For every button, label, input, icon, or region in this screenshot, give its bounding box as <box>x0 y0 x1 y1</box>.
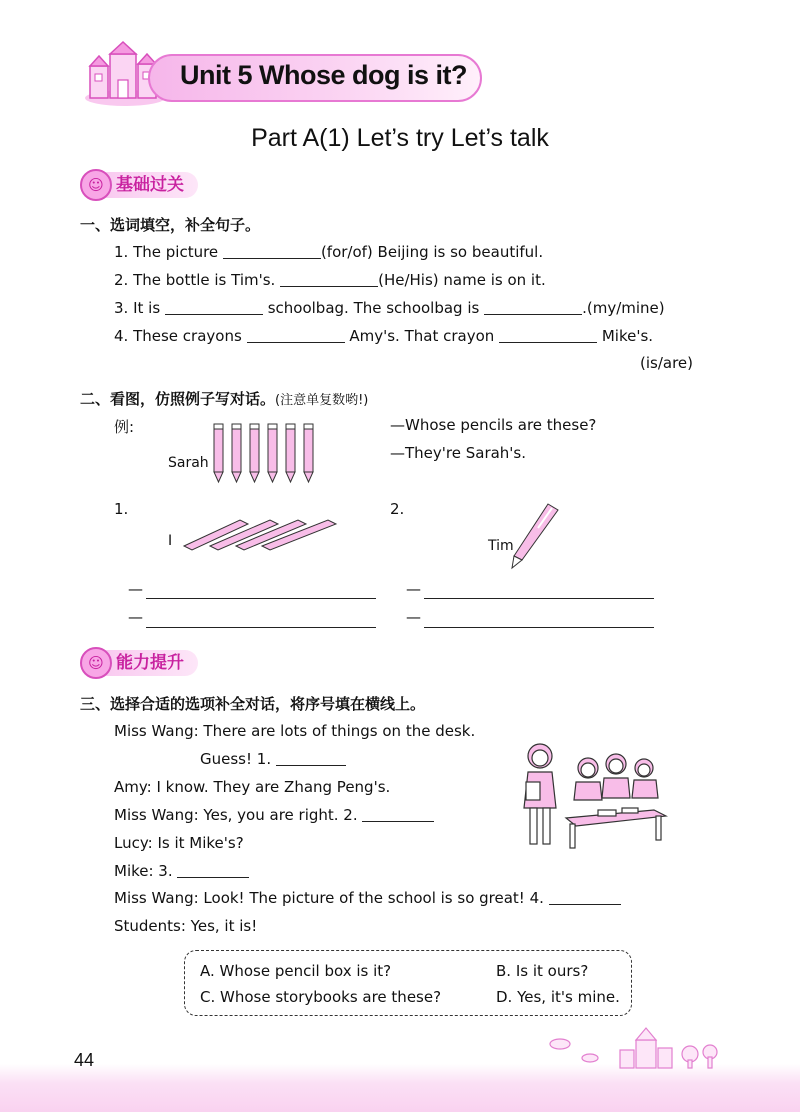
dialogue-line-7 <box>114 889 621 907</box>
answer-line[interactable] <box>146 597 376 599</box>
q3-heading: 三、选择合适的选项补全对话，将序号填在横线上。 <box>80 695 426 713</box>
unit-title: Unit 5 Whose dog is it? <box>180 60 467 90</box>
fill-blank[interactable] <box>177 863 249 878</box>
dialogue-line-8: Students: Yes, it is! <box>114 917 258 935</box>
answer-line[interactable] <box>424 626 654 628</box>
dialogue-text: Guess! 1. <box>200 750 272 768</box>
item-text: Mike's. <box>601 327 654 345</box>
q2-item-2-number: 2. <box>390 500 405 518</box>
q2-note: (注意单复数哟!) <box>275 393 369 408</box>
dash: — <box>406 580 421 598</box>
dialogue-text: Mike: 3. <box>114 862 173 880</box>
dialogue-line-6 <box>114 862 249 880</box>
classroom-picture <box>518 738 668 850</box>
q1-item-3 <box>114 299 665 317</box>
dialogue-line-3: Amy: I know. They are Zhang Peng's. <box>114 778 391 796</box>
example-name: Sarah <box>168 455 209 471</box>
fill-blank[interactable] <box>276 751 346 766</box>
dash: — <box>406 608 421 626</box>
q1-item-4 <box>114 327 653 345</box>
example-answer: —They're Sarah's. <box>390 444 527 462</box>
example-question: —Whose pencils are these? <box>390 416 597 434</box>
pencils-picture <box>210 422 320 484</box>
item-text: .(my/mine) <box>582 299 665 317</box>
option-d: D. Yes, it's mine. <box>496 988 620 1006</box>
q2-heading-text: 二、看图，仿照例子写对话。 <box>80 390 276 408</box>
dialogue-line-4 <box>114 806 434 824</box>
example-label: 例: <box>114 418 135 436</box>
q1-heading: 一、选词填空，补全句子。 <box>80 216 261 234</box>
footer-castle-icon <box>540 1024 730 1070</box>
fill-blank[interactable] <box>362 807 434 822</box>
fill-blank[interactable] <box>247 328 345 343</box>
item-text: The picture <box>133 243 219 261</box>
item-text: (He/His) name is on it. <box>378 271 546 289</box>
option-b: B. Is it ours? <box>496 962 589 980</box>
section-tag-ability-label: 能力提升 <box>116 653 184 673</box>
item-text: Amy's. That crayon <box>349 327 495 345</box>
q1-item-1 <box>114 243 543 261</box>
item-text: (for/of) Beijing is so beautiful. <box>320 243 544 261</box>
q2-item-2-name: Tim <box>488 538 514 554</box>
dialogue-line-2 <box>200 750 346 768</box>
dash: — <box>128 608 143 626</box>
dialogue-line-1: Miss Wang: There are lots of things on the desk. <box>114 722 476 740</box>
q2-item-1-name: I <box>168 533 173 549</box>
q2-heading <box>80 388 368 409</box>
fill-blank[interactable] <box>549 890 621 905</box>
page-number: 44 <box>74 1050 95 1070</box>
item-text: These crayons <box>133 327 242 345</box>
answer-line[interactable] <box>146 626 376 628</box>
fill-blank[interactable] <box>499 328 597 343</box>
fill-blank[interactable] <box>484 300 582 315</box>
q1-item-4-options: (is/are) <box>640 354 693 372</box>
item-number: 4. <box>114 327 129 345</box>
dash: — <box>128 580 143 598</box>
dialogue-text: Miss Wang: Yes, you are right. 2. <box>114 806 358 824</box>
options-box <box>184 950 632 1016</box>
fill-blank[interactable] <box>223 244 321 259</box>
item-number: 3. <box>114 299 129 317</box>
item-text: schoolbag. The schoolbag is <box>267 299 480 317</box>
fill-blank[interactable] <box>165 300 263 315</box>
mascot-icon: ☺ <box>80 647 112 679</box>
item-number: 1. <box>114 243 129 261</box>
pen-picture <box>508 500 564 570</box>
part-title: Part A(1) Let’s try Let’s talk <box>251 124 549 152</box>
footer-band <box>0 1064 800 1112</box>
dialogue-line-5: Lucy: Is it Mike's? <box>114 834 244 852</box>
option-a: A. Whose pencil box is it? <box>200 962 392 980</box>
item-text: The bottle is Tim's. <box>133 271 276 289</box>
answer-line[interactable] <box>424 597 654 599</box>
q2-item-1-number: 1. <box>114 500 129 518</box>
section-tag-ability <box>80 650 198 676</box>
fill-blank[interactable] <box>280 272 378 287</box>
option-c: C. Whose storybooks are these? <box>200 988 442 1006</box>
q1-item-2 <box>114 271 546 289</box>
dialogue-text: Miss Wang: Look! The picture of the school is so great! 4. <box>114 889 544 907</box>
section-tag-basic <box>80 172 198 198</box>
mascot-icon: ☺ <box>80 169 112 201</box>
item-text: It is <box>133 299 161 317</box>
section-tag-basic-label: 基础过关 <box>116 175 184 195</box>
rulers-picture <box>180 516 340 556</box>
item-number: 2. <box>114 271 129 289</box>
